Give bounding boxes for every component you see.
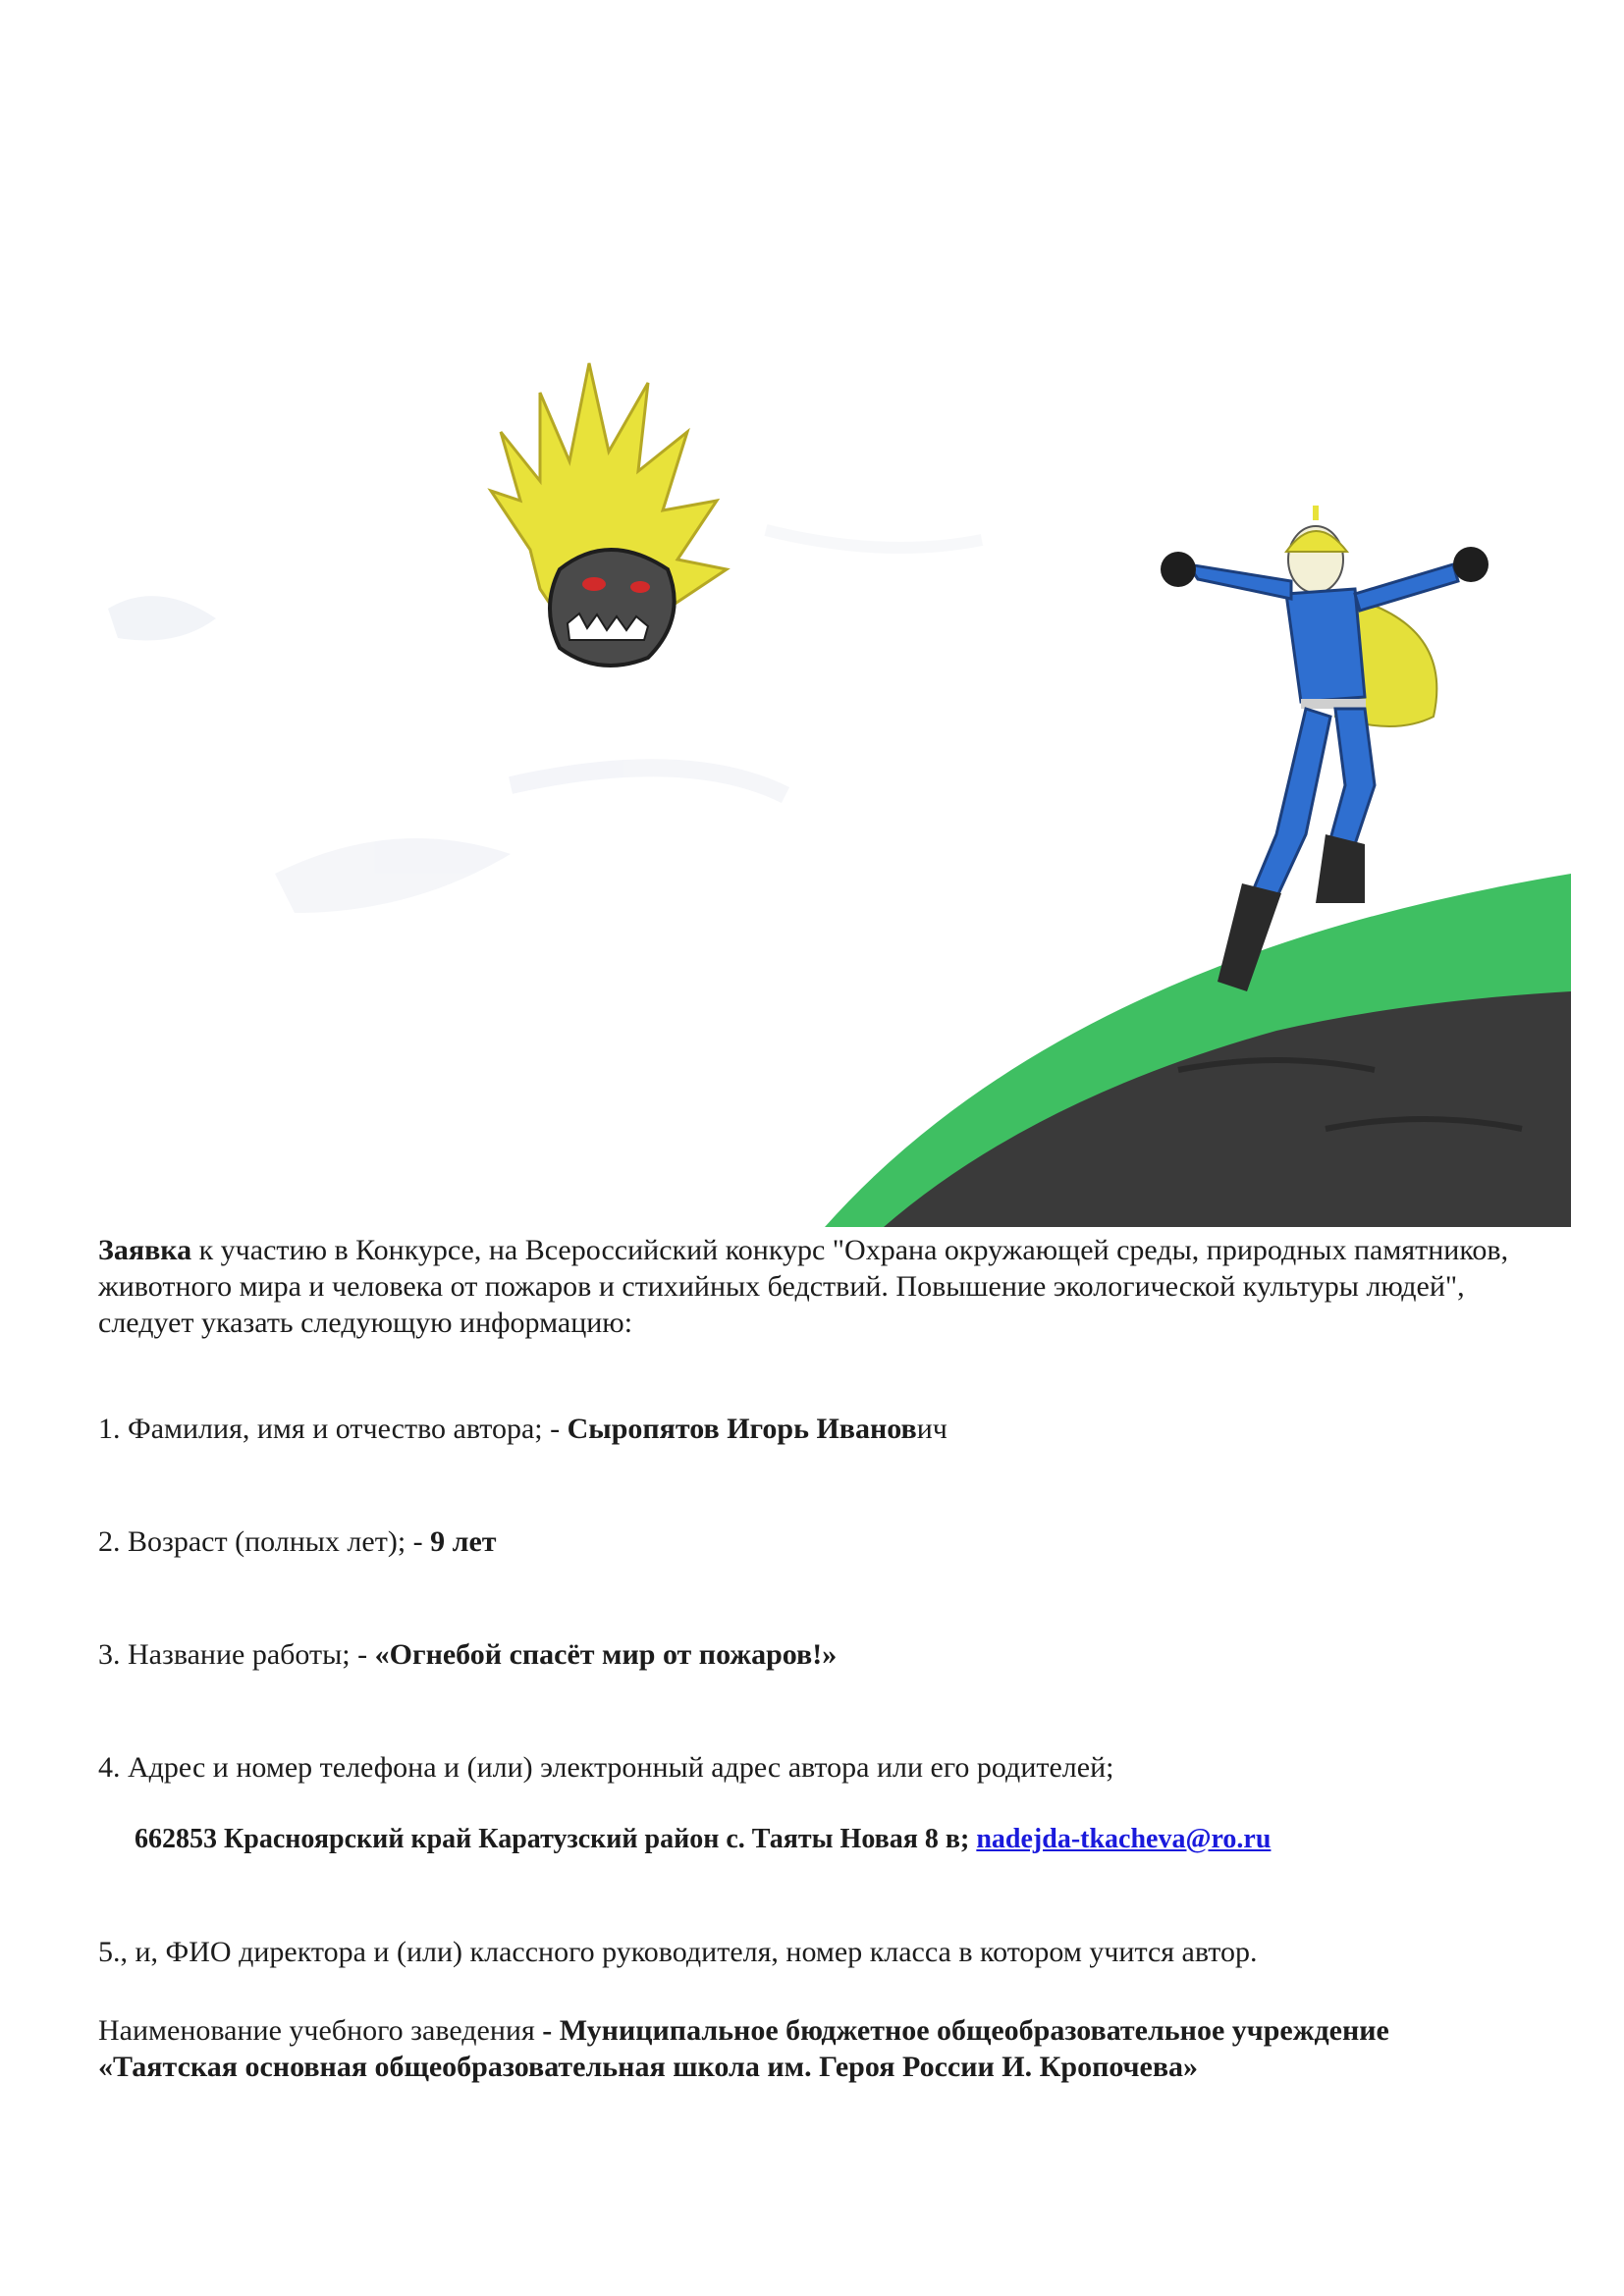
intro-lead: Заявка <box>98 1234 192 1266</box>
school-value-line1: - Муниципальное бюджетное общеобразовательное учреждение <box>542 2014 1389 2047</box>
school-value-line2: «Таятская основная общеобразовательная школа им. Героя России И. Кропочева» <box>98 2051 1199 2083</box>
item4-label: 4. Адрес и номер телефона и (или) электронный адрес автора или его родителей; <box>98 1751 1114 1784</box>
intro-text: к участию в Конкурсе, на Всероссийский конкурс "Охрана окружающей среды, природных памятников, животного мира и человека от пожаров и стихийных бедствий. Повышение экологической культуры людей", следует указать следующую информацию: <box>98 1234 1509 1339</box>
email-link[interactable]: nadejda-tkacheva@ro.ru <box>976 1824 1272 1854</box>
hill-icon <box>825 874 1571 1227</box>
item2-label: 2. Возраст (полных лет); - <box>98 1525 431 1558</box>
item-contacts <box>98 1749 1551 1786</box>
author-age: 9 лет <box>430 1525 497 1558</box>
address-text: 662853 Красноярский край Каратузский район с. Таяты Новая 8 в; <box>135 1824 977 1854</box>
work-title: «Огнебой спасёт мир от пожаров!» <box>374 1638 838 1671</box>
author-name: Сыропятов Игорь Иванов <box>567 1413 917 1445</box>
item3-label: 3. Название работы; - <box>98 1638 375 1671</box>
intro-paragraph <box>98 1232 1551 1341</box>
fire-monster-icon <box>491 363 727 666</box>
childrens-drawing <box>98 324 1571 1227</box>
item1-label: 1. Фамилия, имя и отчество автора; - <box>98 1413 568 1445</box>
school-name <box>98 2012 1551 2085</box>
item-age <box>98 1523 1551 1560</box>
item5-label: 5., и, ФИО директора и (или) классного руководителя, номер класса в котором учится автор. <box>98 1936 1258 1968</box>
item-director <box>98 1934 1551 1970</box>
item-author <box>98 1411 1551 1447</box>
author-name-tail: ич <box>916 1413 947 1445</box>
address-line <box>135 1820 1588 1857</box>
item-title <box>98 1636 1551 1673</box>
school-label: Наименование учебного заведения <box>98 2014 543 2047</box>
